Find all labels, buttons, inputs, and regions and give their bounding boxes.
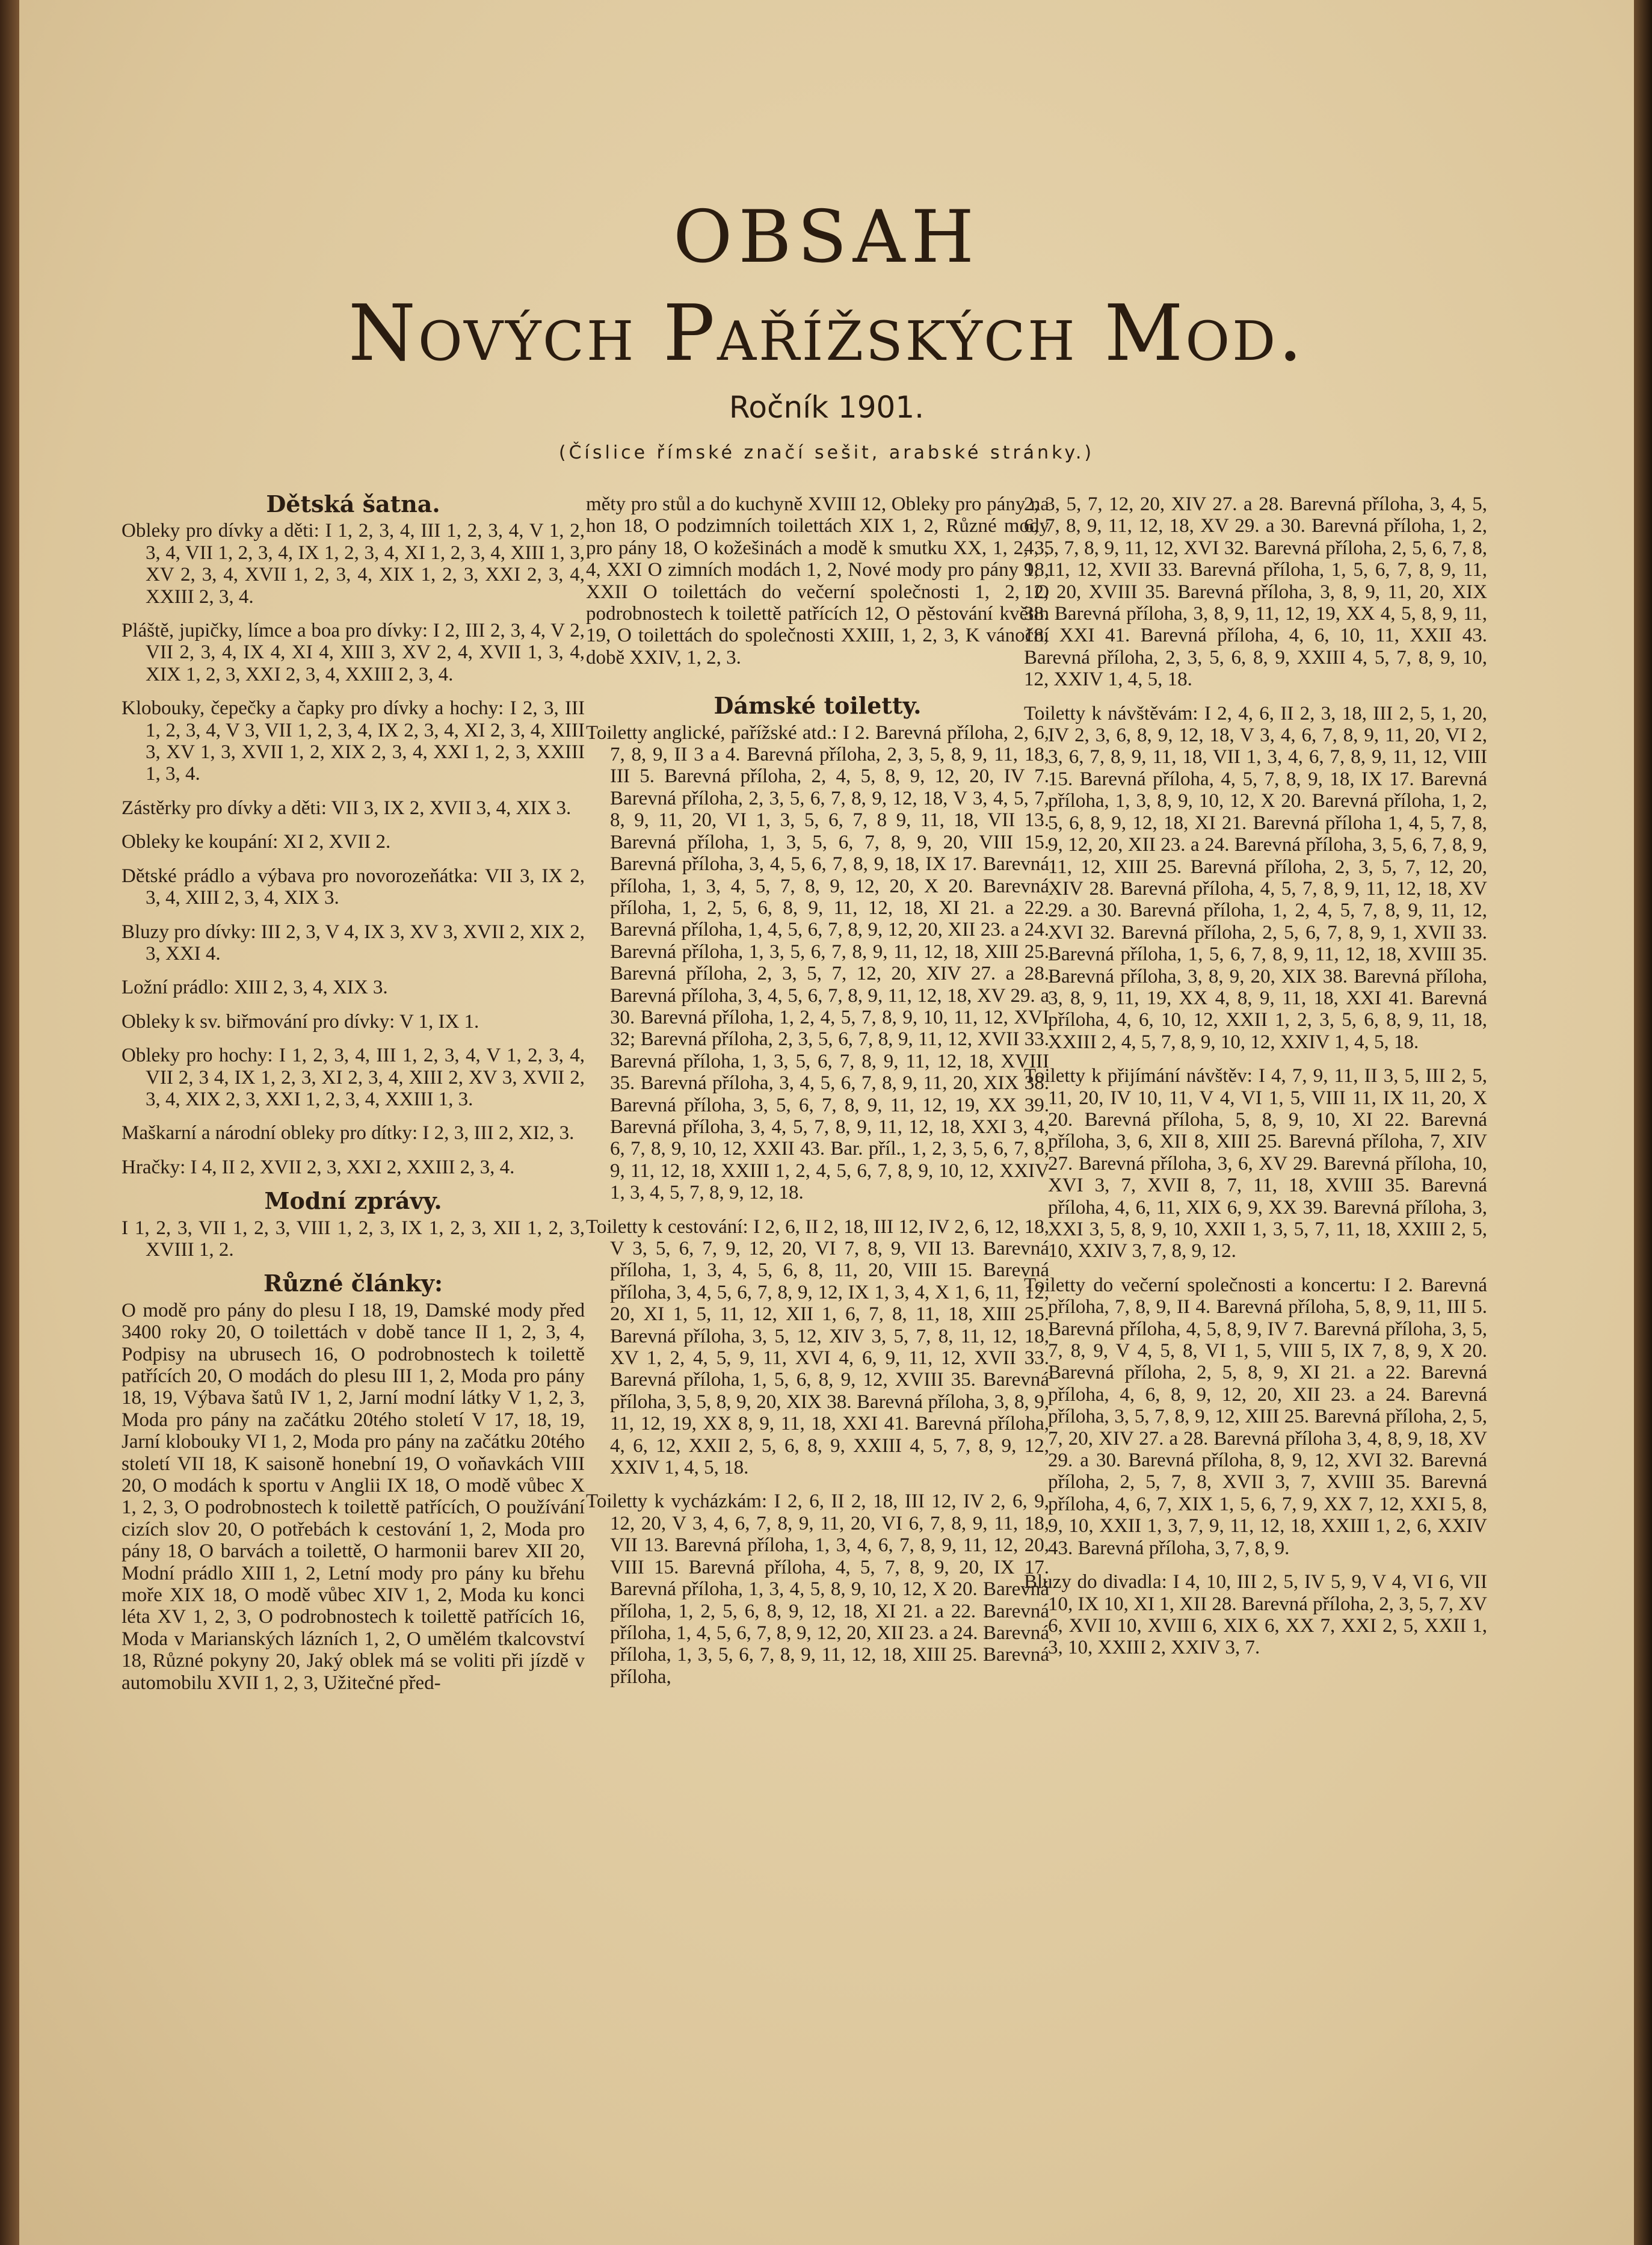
index-entry: Hračky: I 4, II 2, XVII 2, 3, XXI 2, XXIII 2, 3, 4. — [122, 1156, 515, 1178]
page-title: OBSAH — [673, 196, 981, 279]
volume-year: Ročník 1901. — [729, 390, 925, 425]
index-entry: Toiletty k vycházkám: I 2, 6, II 2, 18, III 12, IV 2, 6, 9, 12, 20, V 3, 4, 6, 7, 8, 9, 11, 20, VI 6, 7, 8, 9, 11, 18, VII 13. Barevná příloha, 1, 3, 4, 6, 7, 8, 9, 11, 12, 20, VIII 15. Barevná příloha, 4, 5, 7, 8, 9, 20, IX 17. Barevná příloha, 1, 3, 4, 5, 8, 9, 10, 12, X 20. Barevná příloha, 1, 2, 5, 6, 8, 9, 12, 18, XI 21. a 22. Barevná příloha, 1, 4, 5, 6, 7, 8, 9, 12, 20, XII 23. a 24. Barevná příloha, 1, 3, 5, 6, 7, 8, 9, 11, 12, 18, XIII 25. Barevná příloha, — [586, 1490, 1049, 1688]
page-sheet — [19, 0, 1634, 2245]
index-entry: Toiletty k návštěvám: I 2, 4, 6, II 2, 3, 18, III 2, 5, 1, 20, IV 2, 3, 6, 8, 9, 12, 18, V 3, 4, 6, 7, 8, 9, 11, 20, VI 2, 3, 6, 7, 8, 9, 11, 18, VII 1, 3, 4, 6, 7, 8, 9, 11, 12, VIII 15. Barevná příloha, 4, 5, 7, 8, 9, 18, IX 17. Barevná příloha, 1, 3, 8, 9, 10, 12, X 20. Barevná příloha, 1, 2, 5, 6, 8, 9, 12, 18, XI 21. Barevná příloha 1, 4, 5, 7, 8, 9, 12, 20, XII 23. a 24. Barevná příloha, 3, 5, 6, 7, 8, 9, 11, 12, XIII 25. Barevná příloha, 2, 3, 5, 7, 12, 20, XIV 28. Barevná příloha, 4, 5, 7, 8, 9, 11, 12, 18, XV 29. a 30. Barevná příloha, 1, 2, 4, 5, 7, 8, 9, 11, 12, XVI 32. Barevná příloha, 2, 5, 6, 7, 8, 9, 1, XVII 33. Barevná příloha, 1, 5, 6, 7, 8, 9, 11, 12, 18, XVIII 35. Barevná příloha, 3, 8, 9, 20, XIX 38. Barevná příloha, 3, 8, 9, 11, 19, XX 4, 8, 9, 11, 18, XXI 41. Barevná příloha, 4, 6, 10, 12, XXII 1, 2, 3, 5, 6, 8, 9, 11, 18, XXIII 2, 4, 5, 7, 8, 9, 10, 12, XXIV 1, 4, 5, 18. — [1024, 702, 1487, 1053]
section-heading-ruzne-clanky: Různé články: — [263, 1270, 443, 1297]
section-heading-detska-satna: Dětská šatna. — [266, 490, 440, 517]
index-entry: Toiletty k cestování: I 2, 6, II 2, 18, III 12, IV 2, 6, 12, 18, V 3, 5, 6, 7, 9, 12, 20, VI 7, 8, 9, VII 13. Barevná příloha, 1, 3, 4, 5, 6, 8, 11, 20, VIII 15. Barevná příloha, 3, 4, 5, 6, 7, 8, 9, 12, IX 1, 3, 4, X 1, 6, 11, 12, 20, XI 1, 5, 11, 12, XII 1, 6, 7, 8, 11, 18, XIII 25. Barevná příloha, 3, 5, 12, XIV 3, 5, 7, 8, 11, 12, 18, XV 1, 2, 4, 5, 9, 11, XVI 4, 6, 9, 11, 12, XVII 33. Barevná příloha, 1, 5, 6, 8, 9, 12, XVIII 35. Barevná příloha, 3, 5, 8, 9, 20, XIX 38. Barevná příloha, 3, 8, 9, 11, 12, 19, XX 8, 9, 11, 18, XXI 41. Barevná příloha, 4, 6, 12, XXII 2, 5, 6, 8, 9, XXIII 4, 5, 7, 8, 9, 12, XXIV 1, 4, 5, 18. — [586, 1215, 1049, 1479]
column-1 — [122, 490, 585, 1706]
numbering-note: (Číslice římské značí sešit, arabské stránky.) — [558, 442, 1095, 463]
index-entry: Pláště, jupičky, límce a boa pro dívky: I 2, III 2, 3, 4, V 2, VII 2, 3, 4, IX 4, XI 4, XIII 3, XV 2, 4, XVII 1, 3, 4, XIX 1, 2, 3, XXI 2, 3, 4, XXIII 2, 3, 4. — [122, 620, 585, 685]
book-spine-edge — [0, 0, 19, 2245]
index-entry: Klobouky, čepečky a čapky pro dívky a hochy: I 2, 3, III 1, 2, 3, 4, V 3, VII 1, 2, 3, 4, IX 2, 3, 4, XI 2, 3, 4, XIII 3, XV 1, 3, XVII 1, 2, XIX 2, 3, 4, XXI 1, 2, 3, XXIII 1, 3, 4. — [122, 697, 585, 785]
index-entry: Obleky pro dívky a děti: I 1, 2, 3, 4, III 1, 2, 3, 4, V 1, 2, 3, 4, VII 1, 2, 3, 4, IX 1, 2, 3, 4, XI 1, 2, 3, 4, XIII 1, 3, XV 2, 3, 4, XVII 1, 2, 3, 4, XIX 1, 2, 3, XXI 2, 3, 4, XXIII 2, 3, 4. — [122, 520, 585, 608]
index-entry: Bluzy do divadla: I 4, 10, III 2, 5, IV 5, 9, V 4, VI 6, VII 10, IX 10, XI 1, XII 28. Barevná příloha, 2, 3, 5, 7, XV 6, XVII 10, XVIII 6, XIX 6, XX 7, XXI 2, 5, XXII 1, 3, 10, XXIII 2, XXIV 3, 7. — [1024, 1571, 1487, 1659]
section-heading-damske-toiletty: Dámské toiletty. — [714, 692, 922, 720]
index-entry: I 1, 2, 3, VII 1, 2, 3, VIII 1, 2, 3, IX 1, 2, 3, XII 1, 2, 3, XVIII 1, 2. — [122, 1217, 585, 1261]
index-entry: Zástěrky pro dívky a děti: VII 3, IX 2, XVII 3, 4, XIX 3. — [122, 797, 572, 819]
column-3 — [1024, 493, 1487, 1671]
index-entry: Toiletty do večerní společnosti a koncertu: I 2. Barevná příloha, 7, 8, 9, II 4. Barevná příloha, 5, 8, 9, 11, III 5. Barevná příloha, 4, 5, 8, 9, IV 7. Barevná příloha, 3, 5, 7, 8, 9, V 4, 5, 8, VI 1, 5, VIII 5, IX 7, 8, 9, X 20. Barevná příloha, 2, 5, 8, 9, XI 21. a 22. Barevná příloha, 4, 6, 8, 9, 12, 20, XII 23. a 24. Barevná příloha, 3, 5, 7, 8, 9, 12, XIII 25. Barevná příloha, 2, 5, 7, 20, XIV 27. a 28. Barevná příloha 3, 4, 8, 9, 18, XV 29. a 30. Barevná příloha, 8, 9, 12, XVI 32. Barevná příloha, 2, 5, 7, 8, XVII 3, 7, XVIII 35. Barevná příloha, 4, 6, 7, XIX 1, 5, 6, 7, 9, XX 7, 12, XXI 5, 8, 9, 10, XXII 1, 3, 7, 9, 11, 12, 18, XXIII 1, 2, 6, XXIV 43. Barevná příloha, 3, 7, 8, 9. — [1024, 1274, 1487, 1559]
index-entry: Ložní prádlo: XIII 2, 3, 4, XIX 3. — [122, 977, 388, 999]
index-entry: Dětské prádlo a výbava pro novorozeňátka: VII 3, IX 2, 3, 4, XIII 2, 3, 4, XIX 3. — [122, 865, 585, 909]
index-entry: Obleky k sv. biřmování pro dívky: V 1, IX 1. — [122, 1010, 479, 1033]
section-heading-modni-zpravy: Modní zprávy. — [264, 1187, 442, 1215]
index-entry: měty pro stůl a do kuchyně XVIII 12, Obleky pro pány na hon 18, O podzimních toilettách XIX 1, 2, Různé mody pro pány 18, O kožešinách a modě k smutku XX, 1, 2, 3, 4, XXI O zimních modách 1, 2, Nové mody pro pány 18, XXII O toilettách do večerní společnosti 1, 2, O podrobnostech k toilettě patřících 12, O pěstování květin 19, O toilettách do společnosti XXIII, 1, 2, 3, K vánoční době XXIV, 1, 2, 3. — [586, 493, 1049, 669]
index-entry: O modě pro pány do plesu I 18, 19, Damské mody před 3400 roky 20, O toilettách v době tance II 1, 2, 3, 4, Podpisy na ubrusech 16, O podrobnostech k toilettě patřících 20, O modách do plesu III 1, 2, Moda pro pány 18, 19, Výbava šatů IV 1, 2, Jarní modní látky V 1, 2, 3, Moda pro pány na začátku 20tého století V 17, 18, 19, Jarní klobouky VI 1, 2, Moda pro pány na začátku 20tého století VII 18, K saisoně honební 19, O voňavkách VIII 20, O modách k sportu v Anglii IX 18, O modě vůbec X 1, 2, 3, O podrobnostech k toilettě patřících, O používání cizích slov 20, O potřebách k cestování 1, 2, Moda pro pány 18, O barvách a toilettě, O harmonii barev XII 20, Modní prádlo XIII 1, 2, Letní mody pro pány ku břehu moře XIX 18, O modě vůbec XIV 1, 2, Moda ku konci léta XV 1, 2, 3, O podrobnostech k toilettě patřících 16, Moda v Marianských lázních 1, 2, O umělém tkalcovství 18, Různé pokyny 20, Jaký oblek má se voliti při jízdě v automobilu XVII 1, 2, 3, Užitečné před- — [122, 1299, 585, 1694]
index-entry: Toiletty k přijímání návštěv: I 4, 7, 9, 11, II 3, 5, III 2, 5, 11, 20, IV 10, 11, V 4, VI 1, 5, VIII 11, IX 11, 20, X 20. Barevná příloha, 5, 8, 9, 10, XI 22. Barevná příloha, 3, 6, XII 8, XIII 25. Barevná příloha, 7, XIV 27. Barevná příloha, 3, 6, XV 29. Barevná příloha, 10, XVI 3, 7, XVII 8, 7, 11, 18, XVIII 35. Barevná příloha, 4, 6, 11, XIX 6, 9, XX 39. Barevná příloha, 3, XXI 3, 5, 8, 9, 10, XXII 1, 3, 5, 7, 11, 18, XXIII 2, 5, 10, XXIV 3, 7, 8, 9, 12. — [1024, 1065, 1487, 1262]
page-edge-right — [1634, 0, 1652, 2245]
column-2 — [586, 493, 1049, 1700]
index-entry: 2, 3, 5, 7, 12, 20, XIV 27. a 28. Barevná příloha, 3, 4, 5, 6, 7, 8, 9, 11, 12, 18, XV 29. a 30. Barevná příloha, 1, 2, 4, 5, 7, 8, 9, 11, 12, XVI 32. Barevná příloha, 2, 5, 6, 7, 8, 9, 11, 12, XVII 33. Barevná příloha, 1, 5, 6, 7, 8, 9, 11, 12, 20, XVIII 35. Barevná příloha, 3, 8, 9, 11, 20, XIX 38. Barevná příloha, 3, 8, 9, 11, 12, 19, XX 4, 5, 8, 9, 11, 18, XXI 41. Barevná příloha, 4, 6, 10, 11, XXII 43. Barevná příloha, 2, 3, 5, 6, 8, 9, XXIII 4, 5, 7, 8, 9, 10, 12, XXIV 1, 4, 5, 18. — [1024, 493, 1487, 691]
index-entry: Obleky ke koupání: XI 2, XVII 2. — [122, 831, 391, 853]
index-entry: Bluzy pro dívky: III 2, 3, V 4, IX 3, XV 3, XVII 2, XIX 2, 3, XXI 4. — [122, 921, 585, 965]
index-entry: Toiletty anglické, pařížské atd.: I 2. Barevná příloha, 2, 6, 7, 8, 9, II 3 a 4. Barevná příloha, 2, 3, 5, 8, 9, 11, 18, III 5. Barevná příloha, 2, 4, 5, 8, 9, 12, 20, IV 7. Barevná příloha, 2, 3, 5, 6, 7, 8, 9, 12, 18, V 3, 4, 5, 7, 8, 9, 11, 20, VI 1, 3, 5, 6, 7, 8 9, 11, 18, VII 13. Barevná příloha, 1, 3, 5, 6, 7, 8, 9, 20, VIII 15. Barevná příloha, 3, 4, 5, 6, 7, 8, 9, 18, IX 17. Barevná příloha, 1, 3, 4, 5, 7, 8, 9, 12, 20, X 20. Barevná příloha, 1, 2, 5, 6, 8, 9, 11, 12, 18, XI 21. a 22. Barevná příloha, 1, 4, 5, 6, 7, 8, 9, 12, 20, XII 23. a 24. Barevná příloha, 1, 3, 5, 6, 7, 8, 9, 11, 12, 18, XIII 25. Barevná příloha, 2, 3, 5, 7, 12, 20, XIV 27. a 28. Barevná příloha, 3, 4, 5, 6, 7, 8, 9, 11, 12, 18, XV 29. a 30. Barevná příloha, 1, 2, 4, 5, 7, 8, 9, 10, 11, 12, XVI 32; Barevná příloha, 2, 3, 5, 6, 7, 8, 9, 11, 12, XVII 33. Barevná příloha, 1, 3, 5, 6, 7, 8, 9, 11, 12, 18, XVIII 35. Barevná příloha, 3, 4, 5, 6, 7, 8, 9, 11, 20, XIX 38. Barevná příloha, 3, 5, 6, 7, 8, 9, 11, 12, 19, XX 39. Barevná příloha, 3, 4, 5, 7, 8, 9, 11, 12, 18, XXI 3, 4, 6, 7, 8, 9, 10, 12, XXII 43. Bar. příl., 1, 2, 3, 5, 6, 7, 8, 9, 11, 12, 18, XXIII 1, 2, 4, 5, 6, 7, 8, 9, 10, 12, XXIV 1, 3, 4, 5, 7, 8, 9, 12, 18. — [586, 721, 1049, 1204]
page-subtitle: Nových Pařížských Mod. — [348, 289, 1305, 378]
index-entry: Obleky pro hochy: I 1, 2, 3, 4, III 1, 2, 3, 4, V 1, 2, 3, 4, VII 2, 3 4, IX 1, 2, 3, XI 2, 3, 4, XIII 2, XV 3, XVII 2, 3, 4, XIX 2, 3, XXI 1, 2, 3, 4, XXIII 1, 3. — [122, 1045, 585, 1110]
index-entry: Maškarní a národní obleky pro dítky: I 2, 3, III 2, XI2, 3. — [122, 1122, 575, 1144]
